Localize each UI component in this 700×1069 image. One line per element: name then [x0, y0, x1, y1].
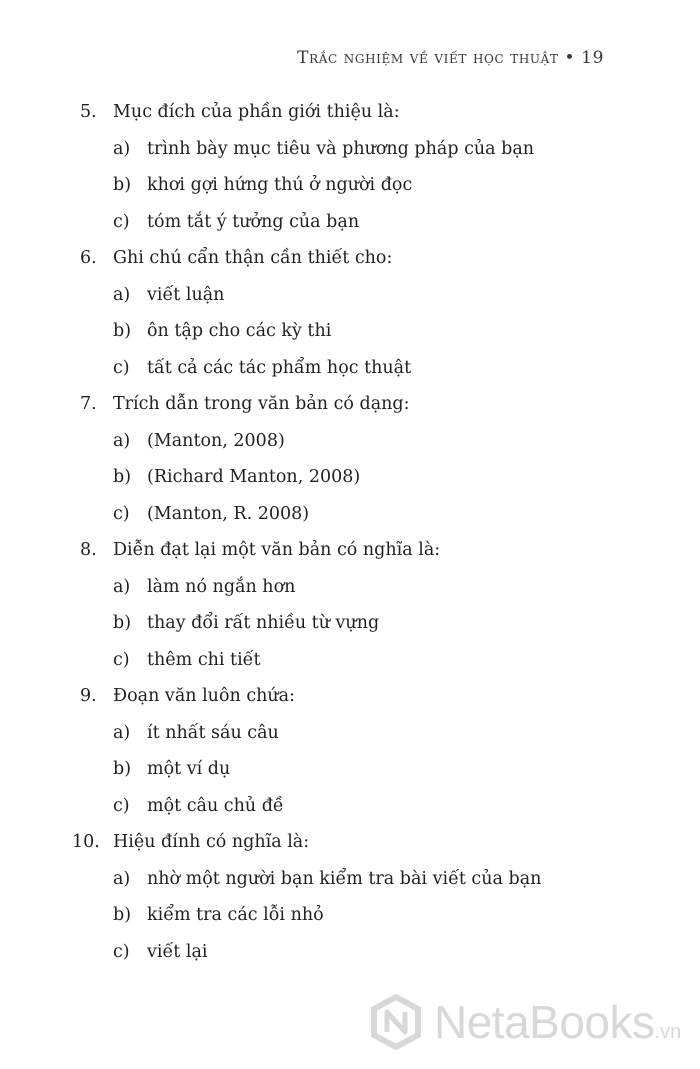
- question-number: 7.: [80, 394, 97, 414]
- question-item: [0, 240, 700, 386]
- question-text: Hiệu đính có nghĩa là:: [113, 832, 310, 852]
- option-label: b): [113, 321, 132, 341]
- question-list: [0, 94, 700, 970]
- question-stem: [0, 94, 700, 131]
- answer-option: [0, 459, 700, 496]
- option-label: c): [113, 503, 130, 524]
- answer-option: [0, 788, 700, 825]
- answer-option: [0, 313, 700, 350]
- question-text: Mục đích của phần giới thiệu là:: [113, 102, 400, 122]
- question-number: 10.: [72, 832, 100, 852]
- question-number: 6.: [80, 248, 97, 268]
- question-stem: [0, 824, 700, 861]
- option-label: c): [113, 795, 130, 816]
- question-stem: [0, 678, 700, 715]
- answer-option: [0, 350, 700, 387]
- option-text: một ví dụ: [147, 759, 231, 779]
- answer-option: [0, 861, 700, 898]
- running-header: [297, 48, 604, 68]
- option-text: viết lại: [147, 941, 208, 962]
- option-text: (Manton, R. 2008): [147, 503, 310, 524]
- option-text: (Manton, 2008): [147, 430, 285, 451]
- question-stem: [0, 240, 700, 277]
- answer-option: [0, 496, 700, 533]
- answer-option: [0, 131, 700, 168]
- option-label: c): [113, 211, 130, 232]
- option-label: a): [113, 138, 131, 159]
- question-item: [0, 824, 700, 970]
- option-label: b): [113, 905, 132, 925]
- question-number: 8.: [80, 540, 97, 560]
- option-label: c): [113, 649, 130, 670]
- option-label: b): [113, 613, 132, 633]
- option-text: làm nó ngắn hơn: [147, 576, 296, 597]
- answer-option: [0, 423, 700, 460]
- question-text: Đoạn văn luôn chứa:: [113, 686, 295, 706]
- answer-option: [0, 642, 700, 679]
- answer-option: [0, 605, 700, 642]
- option-text: ôn tập cho các kỳ thi: [147, 321, 332, 341]
- answer-option: [0, 751, 700, 788]
- answer-option: [0, 715, 700, 752]
- option-text: trình bày mục tiêu và phương pháp của bạn: [147, 138, 535, 159]
- watermark: [368, 990, 688, 1054]
- option-text: kiểm tra các lỗi nhỏ: [147, 905, 324, 925]
- answer-option: [0, 897, 700, 934]
- option-text: tóm tắt ý tưởng của bạn: [147, 211, 360, 232]
- option-label: b): [113, 759, 132, 779]
- question-text: Ghi chú cẩn thận cần thiết cho:: [113, 248, 393, 268]
- watermark-brand-name: NetaBooks: [434, 996, 655, 1048]
- answer-option: [0, 934, 700, 971]
- watermark-brand: [434, 995, 681, 1049]
- question-item: [0, 94, 700, 240]
- option-text: khơi gợi hứng thú ở người đọc: [147, 175, 413, 195]
- question-stem: [0, 532, 700, 569]
- option-label: a): [113, 868, 131, 889]
- header-bullet: •: [564, 48, 576, 68]
- netabooks-logo-icon: [368, 994, 424, 1050]
- option-label: b): [113, 467, 132, 487]
- question-stem: [0, 386, 700, 423]
- question-number: 5.: [80, 102, 97, 122]
- question-item: [0, 678, 700, 824]
- question-item: [0, 386, 700, 532]
- option-label: a): [113, 722, 131, 743]
- page-number: 19: [581, 48, 604, 68]
- question-text: Trích dẫn trong văn bản có dạng:: [113, 394, 410, 414]
- option-text: thêm chi tiết: [147, 649, 261, 670]
- option-label: a): [113, 430, 131, 451]
- answer-option: [0, 167, 700, 204]
- option-text: một câu chủ đề: [147, 795, 284, 816]
- option-label: c): [113, 941, 130, 962]
- option-text: nhờ một người bạn kiểm tra bài viết của bạn: [147, 868, 542, 889]
- option-text: (Richard Manton, 2008): [147, 467, 361, 487]
- option-label: a): [113, 576, 131, 597]
- running-header-title: Trắc nghiệm về viết học thuật: [297, 48, 559, 68]
- option-label: b): [113, 175, 132, 195]
- question-number: 9.: [80, 686, 97, 706]
- question-text: Diễn đạt lại một văn bản có nghĩa là:: [113, 540, 441, 560]
- option-label: a): [113, 284, 131, 305]
- option-text: thay đổi rất nhiều từ vựng: [147, 613, 380, 633]
- answer-option: [0, 204, 700, 241]
- option-label: c): [113, 357, 130, 378]
- watermark-tld: .vn: [654, 1021, 682, 1043]
- option-text: ít nhất sáu câu: [147, 722, 279, 743]
- question-item: [0, 532, 700, 678]
- option-text: viết luận: [147, 284, 225, 305]
- option-text: tất cả các tác phẩm học thuật: [147, 357, 412, 378]
- answer-option: [0, 569, 700, 606]
- answer-option: [0, 277, 700, 314]
